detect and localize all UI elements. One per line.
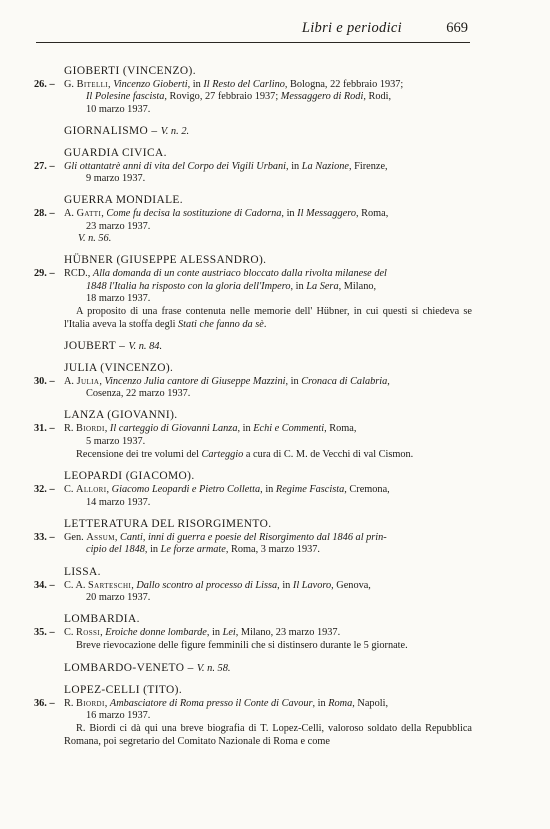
- text-run: 5 marzo 1937.: [86, 435, 146, 447]
- italic-run: La Nazione: [301, 160, 349, 172]
- subject-heading: [64, 406, 472, 422]
- subject-heading: [64, 191, 472, 207]
- text-run: A.: [64, 208, 77, 220]
- subject-section: [34, 62, 472, 116]
- subject-section: [34, 509, 472, 557]
- subject-title: GUARDIA CIVICA.: [64, 146, 167, 159]
- italic-run: Il Polesine fascista: [86, 91, 165, 103]
- text-run: R.: [64, 423, 77, 435]
- bibliography-entry: [34, 532, 472, 557]
- author-name: Sarteschi: [88, 579, 132, 591]
- italic-run: Come fu decisa la sostituzione di Cadorna: [106, 208, 282, 220]
- entry-line: [64, 388, 472, 400]
- subject-title: GIORNALISMO –: [64, 124, 158, 137]
- subject-section: [34, 245, 472, 330]
- text-run: .: [263, 318, 267, 330]
- subject-title: GIOBERTI (VINCENZO).: [64, 65, 196, 77]
- entry-line: [64, 268, 472, 280]
- text-run: 14 marzo 1937.: [86, 496, 151, 508]
- cross-reference: V. n. 56.: [78, 233, 112, 245]
- text-run: ,: [100, 627, 106, 639]
- text-run: , Roma,: [355, 208, 389, 220]
- text-run: , Milano, 23 marzo 1937.: [235, 627, 341, 639]
- entry-line: [64, 580, 472, 592]
- text-run: 10 marzo 1937.: [86, 103, 151, 115]
- text-run: Breve rievocazione delle figure femminili che si distinsero durante le 5 giornate.: [76, 640, 408, 652]
- text-run: , in: [237, 423, 254, 435]
- entry-line: [64, 423, 472, 435]
- page-number: 669: [446, 20, 468, 36]
- bibliography-body: [34, 62, 472, 748]
- entry-line: [64, 161, 472, 173]
- text-run: G.: [64, 79, 77, 90]
- italic-run: Gli ottantatrè anni di vita del Corpo dei Vigili Urbani: [64, 160, 287, 172]
- entry-number: 32. –: [34, 484, 55, 496]
- entry-line: [64, 484, 472, 496]
- entry-line: [64, 293, 472, 305]
- header-rule: [36, 42, 470, 43]
- text-run: 16 marzo 1937.: [86, 710, 151, 722]
- bibliography-entry: [34, 580, 472, 605]
- author-name: Rossi: [76, 627, 101, 639]
- text-run: ,: [106, 484, 112, 496]
- bibliography-entry: [34, 376, 472, 401]
- entry-note: [64, 723, 472, 748]
- italic-run: Lei: [222, 627, 236, 639]
- italic-run: Stati che fanno da sè: [178, 318, 264, 330]
- text-run: a cura di C. M. de Vecchi di val Cismon.: [243, 449, 414, 461]
- running-title: Libri e periodici: [301, 20, 402, 36]
- subject-section: [34, 675, 472, 748]
- subject-heading: [64, 515, 472, 531]
- subject-title: GUERRA MONDIALE.: [64, 194, 184, 207]
- entry-note: [64, 640, 472, 652]
- text-run: ,: [99, 375, 105, 387]
- text-run: , Cremona,: [344, 484, 390, 496]
- text-run: , in: [260, 484, 276, 496]
- entry-note: [64, 449, 472, 461]
- author-name: Gatti: [76, 208, 102, 220]
- entry-number: 34. –: [34, 579, 55, 591]
- bibliography-entry: [34, 484, 472, 509]
- subject-section: [34, 557, 472, 605]
- text-run: , in: [206, 627, 223, 639]
- cross-reference: V. n. 84.: [128, 340, 163, 352]
- subject-title: LISSA.: [64, 565, 101, 578]
- subject-heading: [64, 62, 472, 78]
- subject-heading: [64, 359, 472, 375]
- text-run: 23 marzo 1937.: [86, 220, 151, 232]
- italic-run: Il carteggio di Giovanni Lanza: [109, 423, 238, 435]
- text-run: ,: [104, 697, 110, 709]
- text-run: 9 marzo 1937.: [86, 173, 146, 185]
- text-run: , in: [144, 544, 161, 556]
- entry-line: [64, 173, 472, 185]
- text-run: , Milano,: [338, 280, 377, 292]
- text-run: , Rodi,: [363, 91, 392, 103]
- text-run: A proposito di una frase contenuta nelle memorie dell' Hübner, in cui questi si chiedeva se l'Italia aveva la stoffa degli: [64, 306, 472, 330]
- entry-number: 29. –: [34, 268, 55, 280]
- cross-reference: V. n. 2.: [160, 125, 190, 137]
- text-run: , in: [187, 79, 204, 90]
- text-run: ,: [108, 79, 114, 90]
- subject-heading: [64, 122, 472, 138]
- italic-run: Alla domanda di un conte austriaco bloccato dalla rivolta milanese del: [92, 268, 387, 280]
- italic-run: Carteggio: [201, 449, 244, 461]
- entry-number: 31. –: [34, 423, 55, 435]
- bibliography-entry: [34, 698, 472, 748]
- italic-run: Le forze armate: [160, 544, 226, 556]
- italic-run: Cronaca di Calabria: [301, 375, 388, 387]
- entry-line: [64, 592, 472, 604]
- text-run: , Genova,: [331, 579, 371, 591]
- text-run: , Roma,: [324, 423, 357, 435]
- italic-run: Giacomo Leopardi e Pietro Colletta: [111, 484, 261, 496]
- entry-line: [64, 497, 472, 509]
- text-run: ,: [131, 579, 137, 591]
- subject-title: LETTERATURA DEL RISORGIMENTO.: [64, 517, 272, 530]
- text-run: , in: [277, 579, 293, 591]
- subject-section: [34, 331, 472, 353]
- subject-title: JOUBERT –: [64, 339, 126, 352]
- text-run: , Roma, 3 marzo 1937.: [225, 544, 320, 556]
- entry-line: [64, 91, 472, 103]
- author-name: Biordi: [76, 697, 105, 709]
- text-run: C.: [64, 484, 77, 496]
- entry-line: [64, 376, 472, 388]
- subject-heading: [64, 681, 472, 697]
- text-run: R. Biordi ci dà qui una breve biografia di T. Lopez-Celli, valoroso soldato della Repubblica Romana, poi segretario del Comitato Nazionale di Roma e come: [64, 723, 472, 747]
- italic-run: Il Resto del Carlino: [203, 79, 285, 90]
- text-run: , in: [286, 160, 302, 172]
- italic-run: Canti, inni di guerra e poesie del Risorgimento dal 1846 al prin-: [119, 531, 387, 543]
- entry-note: [64, 306, 472, 331]
- italic-run: Eroiche donne lombarde: [105, 627, 207, 639]
- italic-run: Dallo scontro al processo di Lissa: [136, 579, 278, 591]
- author-name: Biordi: [76, 423, 105, 435]
- entry-line: [64, 710, 472, 722]
- entry-number: 26. –: [34, 79, 55, 90]
- italic-run: Vincenzo Julia cantore di Giuseppe Mazzini: [104, 375, 286, 387]
- author-name: Allori: [76, 484, 107, 496]
- italic-run: Vincenzo Gioberti: [113, 79, 188, 90]
- text-run: A.: [64, 375, 77, 387]
- text-run: , in: [312, 697, 329, 709]
- subject-section: [34, 138, 472, 186]
- entry-line: [64, 79, 472, 91]
- text-run: , Rovigo, 27 febbraio 1937;: [164, 91, 281, 103]
- subject-heading: [64, 337, 472, 353]
- subject-section: [34, 604, 472, 653]
- entry-line: [64, 221, 472, 233]
- italic-run: Echi e Commenti: [253, 423, 325, 435]
- entry-line: [64, 208, 472, 220]
- subject-title: JULIA (VINCENZO).: [64, 361, 174, 374]
- text-run: , Firenze,: [348, 160, 388, 172]
- text-run: , Bologna, 22 febbraio 1937;: [284, 79, 404, 90]
- subject-title: LOMBARDIA.: [64, 613, 140, 626]
- entry-number: 27. –: [34, 160, 55, 172]
- author-name: Julia: [76, 375, 100, 387]
- entry-number: 33. –: [34, 531, 55, 543]
- text-run: , in: [290, 280, 307, 292]
- subject-heading: [64, 563, 472, 579]
- cross-reference: V. n. 58.: [196, 662, 231, 674]
- italic-run: Ambasciatore di Roma presso il Conte di Cavour: [109, 697, 313, 709]
- bibliography-entry: [34, 79, 472, 116]
- subject-heading: [64, 659, 472, 675]
- text-run: Gen.: [64, 531, 87, 543]
- subject-title: LOPEZ-CELLI (TITO).: [64, 683, 183, 696]
- entry-number: 30. –: [34, 375, 55, 387]
- subject-section: [34, 185, 472, 245]
- text-run: Cosenza, 22 marzo 1937.: [86, 388, 191, 400]
- text-run: , Napoli,: [352, 697, 389, 709]
- text-run: , in: [281, 208, 298, 220]
- running-header: [34, 18, 470, 40]
- subject-heading: [64, 467, 472, 483]
- subject-section: [34, 353, 472, 401]
- italic-run: La Sera: [306, 280, 339, 292]
- text-run: C.: [64, 627, 77, 639]
- entry-line: [64, 436, 472, 448]
- subject-title: LANZA (GIOVANNI).: [64, 409, 178, 422]
- italic-run: Roma: [328, 697, 353, 709]
- text-run: ,: [104, 423, 110, 435]
- text-run: ,: [114, 531, 120, 543]
- bibliography-entry: [34, 627, 472, 653]
- text-run: RCD.,: [64, 268, 93, 280]
- subject-title: LEOPARDI (GIACOMO).: [64, 470, 195, 483]
- entry-line: [64, 627, 472, 639]
- entry-number: 28. –: [34, 208, 55, 220]
- subject-heading: [64, 251, 472, 267]
- subject-section: [34, 653, 472, 675]
- text-run: ,: [101, 208, 107, 220]
- italic-run: 1848 l'Italia ha risposto con la gloria dell'Impero: [86, 280, 291, 292]
- italic-run: Regime Fascista: [275, 484, 345, 496]
- entry-line: [64, 698, 472, 710]
- subject-title: HÜBNER (GIUSEPPE ALESSANDRO).: [64, 254, 267, 267]
- text-run: R.: [64, 697, 77, 709]
- italic-run: Il Lavoro: [292, 579, 332, 591]
- subject-section: [34, 116, 472, 138]
- subject-title: LOMBARDO-VENETO –: [64, 661, 194, 674]
- entry-line: [64, 104, 472, 116]
- subject-heading: [64, 144, 472, 160]
- subject-heading: [64, 610, 472, 626]
- text-run: Recensione dei tre volumi del: [76, 449, 202, 461]
- entry-line: [64, 532, 472, 544]
- italic-run: Il Messaggero: [297, 208, 356, 220]
- subject-section: [34, 400, 472, 461]
- text-run: 20 marzo 1937.: [86, 591, 151, 603]
- italic-run: cipio del 1848: [86, 544, 145, 556]
- bibliography-entry: [34, 268, 472, 330]
- author-name: Assum: [86, 531, 115, 543]
- entry-number: 36. –: [34, 697, 55, 709]
- text-run: C. A.: [64, 579, 89, 591]
- entry-number: 35. –: [34, 627, 55, 639]
- text-run: 18 marzo 1937.: [86, 292, 151, 304]
- author-name: Bitelli: [76, 79, 109, 90]
- text-run: ,: [387, 375, 390, 387]
- text-run: , in: [285, 375, 302, 387]
- italic-run: Messaggero di Rodi: [280, 91, 364, 103]
- entry-line: [64, 544, 472, 556]
- subject-section: [34, 461, 472, 509]
- bibliography-entry: [34, 208, 472, 245]
- bibliography-entry: [34, 423, 472, 461]
- bibliography-entry: [34, 161, 472, 186]
- entry-line: [64, 281, 472, 293]
